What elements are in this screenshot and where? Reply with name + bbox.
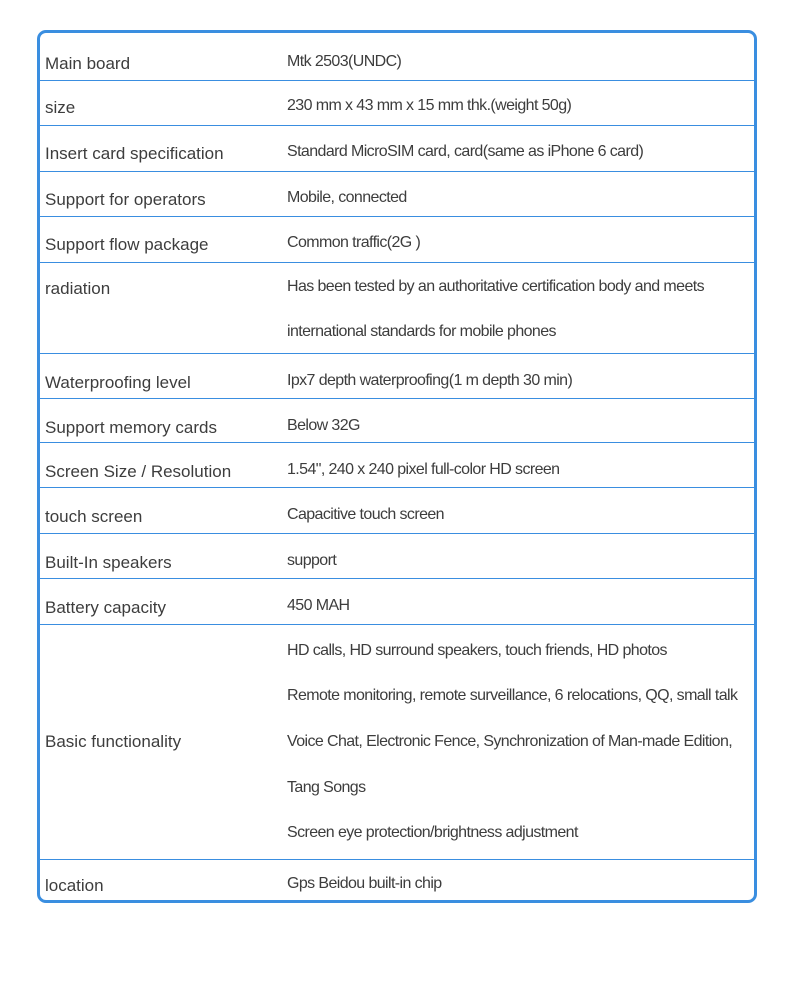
spec-label: Support memory cards (45, 418, 217, 437)
spec-value: HD calls, HD surround speakers, touch friends, HD photos (287, 642, 667, 659)
spec-label: radiation (45, 279, 111, 298)
table-row (40, 263, 754, 354)
table-row (40, 579, 754, 625)
spec-value: Standard MicroSIM card, card(same as iPhone 6 card) (287, 143, 644, 160)
spec-value: Mobile, connected (287, 189, 407, 206)
table-row (40, 443, 754, 488)
spec-label: Built-In speakers (45, 553, 172, 572)
spec-label: Screen Size / Resolution (45, 462, 232, 481)
spec-value: Capacitive touch screen (287, 506, 444, 523)
table-row (40, 860, 754, 903)
spec-value: Below 32G (287, 417, 360, 434)
spec-label: touch screen (45, 507, 143, 526)
spec-value: Has been tested by an authoritative certification body and meets (287, 278, 704, 295)
table-row (40, 81, 754, 126)
spec-value: Screen eye protection/brightness adjustment (287, 824, 578, 841)
spec-label: Basic functionality (45, 732, 182, 751)
spec-value: Gps Beidou built-in chip (287, 875, 442, 892)
spec-label: location (45, 876, 104, 895)
spec-table (37, 30, 757, 903)
spec-value: Mtk 2503(UNDC) (287, 53, 402, 70)
table-row (40, 217, 754, 263)
table-row (40, 354, 754, 399)
spec-value: 230 mm x 43 mm x 15 mm thk.(weight 50g) (287, 97, 572, 114)
table-row (40, 33, 754, 81)
table-row (40, 534, 754, 579)
spec-label: Insert card specification (45, 144, 224, 163)
spec-value: Voice Chat, Electronic Fence, Synchronization of Man-made Edition, (287, 733, 733, 750)
table-row (40, 172, 754, 217)
spec-label: Support flow package (45, 235, 209, 254)
spec-value: Remote monitoring, remote surveillance, 6 relocations, QQ, small talk (287, 687, 738, 704)
spec-value: Ipx7 depth waterproofing(1 m depth 30 min) (287, 372, 573, 389)
spec-value: Common traffic(2G ) (287, 234, 421, 251)
table-row (40, 488, 754, 534)
spec-label: Battery capacity (45, 598, 166, 617)
spec-value: support (287, 552, 337, 569)
spec-label: Waterproofing level (45, 373, 191, 392)
spec-value: 450 MAH (287, 597, 350, 614)
table-row (40, 399, 754, 443)
spec-label: size (45, 98, 76, 117)
table-row (40, 625, 754, 860)
spec-label: Main board (45, 54, 131, 73)
table-row (40, 126, 754, 172)
spec-value: 1.54", 240 x 240 pixel full-color HD screen (287, 461, 560, 478)
spec-value: international standards for mobile phones (287, 323, 556, 340)
spec-label: Support for operators (45, 190, 206, 209)
spec-value: Tang Songs (287, 779, 366, 796)
